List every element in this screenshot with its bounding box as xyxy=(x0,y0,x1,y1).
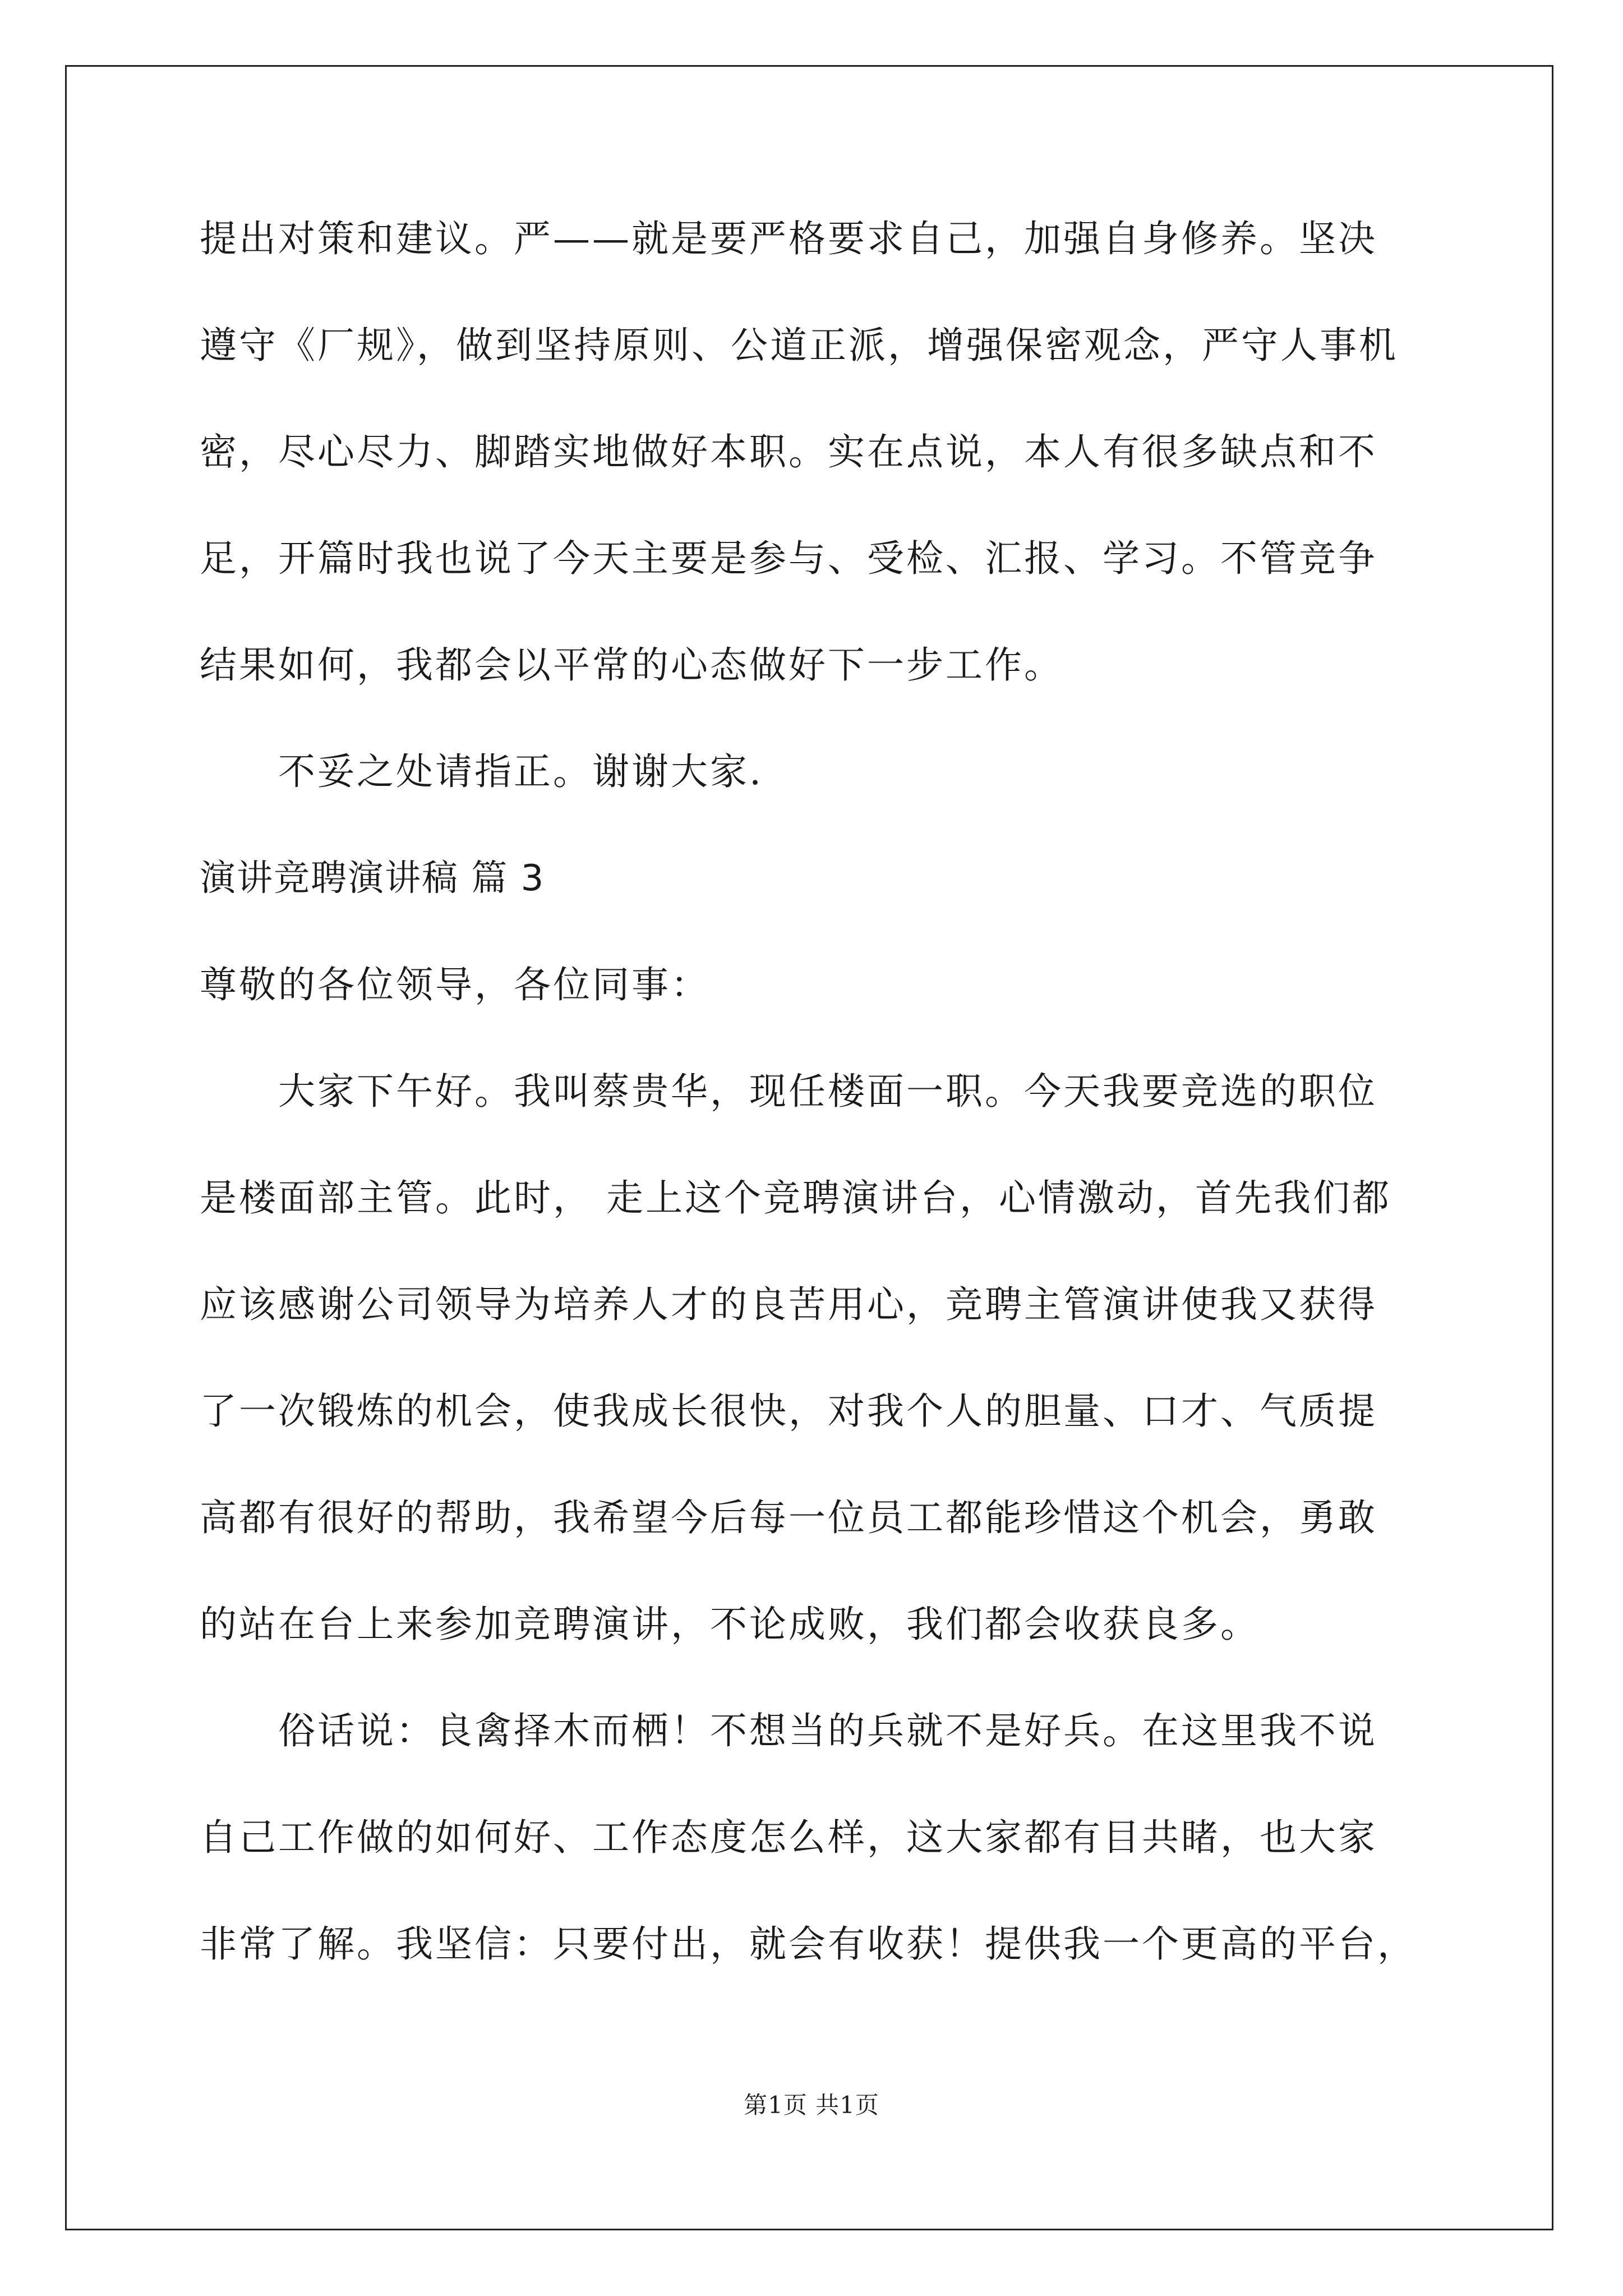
paragraph-line: 遵守《厂规》，做到坚持原则、公道正派，增强保密观念，严守人事机 xyxy=(200,324,1398,367)
section-title: 演讲竞聘演讲稿 篇 3 xyxy=(200,858,545,899)
paragraph-line: 足，开篇时我也说了今天主要是参与、受检、汇报、学习。不管竞争 xyxy=(200,537,1377,580)
paragraph-line: 的站在台上来参加竞聘演讲，不论成败，我们都会收获良多。 xyxy=(200,1603,1260,1646)
paragraph-line: 自己工作做的如何好、工作态度怎么样，这大家都有目共睹，也大家 xyxy=(200,1816,1377,1859)
paragraph-line: 高都有很好的帮助，我希望今后每一位员工都能珍惜这个机会，勇敢 xyxy=(200,1496,1377,1539)
paragraph-line: 大家下午好。我叫蔡贵华，现任楼面一职。今天我要竞选的职位 xyxy=(278,1070,1377,1113)
paragraph-line: 了一次锻炼的机会，使我成长很快，对我个人的胆量、口才、气质提 xyxy=(200,1389,1377,1433)
paragraph-line: 提出对策和建议。严——就是要严格要求自己，加强自身修养。坚决 xyxy=(200,217,1377,260)
paragraph-line: 俗话说：良禽择木而栖！不想当的兵就不是好兵。在这里我不说 xyxy=(278,1709,1377,1752)
closing-line: 不妥之处请指正。谢谢大家. xyxy=(278,750,763,793)
salutation: 尊敬的各位领导，各位同事： xyxy=(200,963,710,1006)
page-number-footer: 第1页 共1页 xyxy=(744,2091,879,2119)
paragraph-line: 密，尽心尽力、脚踏实地做好本职。实在点说，本人有很多缺点和不 xyxy=(200,430,1377,473)
paragraph-line: 应该感谢公司领导为培养人才的良苦用心，竞聘主管演讲使我又获得 xyxy=(200,1283,1377,1326)
document-body xyxy=(200,219,1422,1964)
paragraph-line: 非常了解。我坚信：只要付出，就会有收获！提供我一个更高的平台， xyxy=(200,1922,1417,1966)
paragraph-line: 是楼面部主管。此时， 走上这个竞聘演讲台，心情激动，首先我们都 xyxy=(200,1176,1391,1220)
paragraph-line: 结果如何，我都会以平常的心态做好下一步工作。 xyxy=(200,643,1063,687)
